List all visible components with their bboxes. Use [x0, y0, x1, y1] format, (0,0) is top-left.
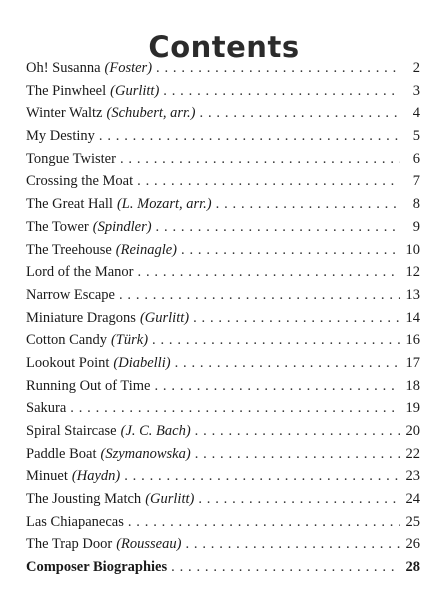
toc-entry-composer: (Haydn): [71, 468, 121, 485]
toc-entry[interactable]: [26, 511, 420, 534]
dot-leader: [124, 465, 400, 488]
toc-entry-page-number: 6: [412, 150, 420, 167]
toc-entry-composer: (Türk): [110, 332, 149, 349]
toc-entry-title: The Trap Door: [26, 536, 113, 553]
dot-leader: [152, 329, 400, 352]
toc-entry[interactable]: [26, 443, 420, 466]
toc-entry-page-number: 4: [412, 105, 420, 122]
toc-entry[interactable]: [26, 80, 420, 103]
toc-entry-page-number: 9: [412, 218, 420, 235]
dot-leader: [99, 125, 400, 148]
toc-entry-page-number: 5: [412, 128, 420, 145]
toc-entry[interactable]: [26, 556, 420, 579]
toc-entry-title: Cotton Candy: [26, 332, 107, 349]
toc-entry[interactable]: [26, 397, 420, 420]
toc-entry-page-number: 19: [405, 400, 420, 417]
dot-leader: [175, 352, 400, 375]
dot-leader: [156, 57, 400, 80]
toc-entry-title: Lord of the Manor: [26, 264, 134, 281]
toc-entry-composer: (L. Mozart, arr.): [116, 196, 212, 213]
toc-entry[interactable]: [26, 533, 420, 556]
toc-entry[interactable]: [26, 102, 420, 125]
toc-entry-title: The Great Hall: [26, 196, 113, 213]
toc-entry-title: Paddle Boat: [26, 445, 97, 462]
toc-entry-page-number: 18: [405, 377, 420, 394]
dot-leader: [185, 533, 400, 556]
toc-entry[interactable]: [26, 284, 420, 307]
toc-entry-composer: (Reinagle): [115, 241, 177, 258]
toc-entry-composer: (Schubert, arr.): [106, 105, 196, 122]
toc-entry-composer: (Gurlitt): [110, 82, 160, 99]
dot-leader: [200, 102, 400, 125]
toc-entry-composer: (Gurlitt): [139, 309, 190, 326]
toc-entry-title: Las Chiapanecas: [26, 513, 124, 530]
toc-entry-title: Miniature Dragons: [26, 309, 136, 326]
dot-leader: [138, 261, 400, 284]
toc-entry[interactable]: [26, 329, 420, 352]
toc-entry-page-number: 14: [405, 309, 420, 326]
toc-entry[interactable]: [26, 261, 420, 284]
toc-entry-title: Winter Waltz: [26, 105, 103, 122]
toc-entry-page-number: 22: [405, 445, 420, 462]
toc-entry-title: The Pinwheel: [26, 82, 107, 99]
toc-entry[interactable]: [26, 239, 420, 262]
toc-entry-page-number: 26: [405, 536, 420, 553]
toc-entry-title: Composer Biographies: [26, 559, 168, 576]
toc-entry[interactable]: [26, 193, 420, 216]
dot-leader: [198, 488, 400, 511]
dot-leader: [154, 375, 400, 398]
dot-leader: [193, 307, 400, 330]
dot-leader: [119, 284, 400, 307]
toc-entry-title: Lookout Point: [26, 354, 110, 371]
dot-leader: [195, 443, 400, 466]
toc-entry-title: Sakura: [26, 400, 67, 417]
toc-entry-page-number: 20: [405, 423, 420, 439]
toc-entry-composer: (Rousseau): [116, 536, 182, 553]
toc-entry-page-number: 25: [405, 513, 420, 530]
toc-entry[interactable]: [26, 488, 420, 511]
toc-entry[interactable]: [26, 420, 420, 443]
toc-entry-composer: (Gurlitt): [145, 491, 195, 508]
toc-entry-title: Spiral Staircase: [26, 423, 117, 439]
toc-entry[interactable]: [26, 465, 420, 488]
toc-entry-title: Running Out of Time: [26, 377, 151, 394]
toc-entry-page-number: 12: [405, 264, 420, 281]
toc-entry-page-number: 17: [405, 354, 420, 371]
toc-entry-page-number: 16: [405, 332, 420, 349]
toc-entry-title: Crossing the Moat: [26, 173, 134, 190]
toc-entry-page-number: 10: [405, 241, 420, 258]
toc-entry-title: The Treehouse: [26, 241, 112, 258]
dot-leader: [120, 148, 400, 171]
toc-entry-title: The Tower: [26, 218, 89, 235]
toc-entry-title: My Destiny: [26, 128, 95, 145]
toc-entry-composer: (Szymanowska): [100, 445, 191, 462]
toc-entry-title: Tongue Twister: [26, 150, 116, 167]
toc-entry-page-number: 2: [412, 60, 420, 76]
dot-leader: [156, 216, 400, 239]
toc-entry[interactable]: [26, 170, 420, 193]
toc-entry-page-number: 24: [405, 491, 420, 508]
toc-entry-composer: (Foster): [104, 60, 153, 76]
dot-leader: [195, 420, 400, 443]
toc-entry-page-number: 7: [412, 173, 420, 190]
dot-leader: [181, 239, 400, 262]
toc-entry-title: Minuet: [26, 468, 68, 485]
dot-leader: [163, 80, 400, 103]
dot-leader: [216, 193, 400, 216]
dot-leader: [128, 511, 400, 534]
toc-entry[interactable]: [26, 216, 420, 239]
toc-entry-composer: (J. C. Bach): [120, 423, 191, 439]
toc-entry-title: The Jousting Match: [26, 491, 142, 508]
dot-leader: [70, 397, 400, 420]
toc-entry[interactable]: [26, 352, 420, 375]
toc-entry-title: Narrow Escape: [26, 286, 115, 303]
toc-entry-composer: (Diabelli): [113, 354, 171, 371]
toc-entry[interactable]: [26, 307, 420, 330]
toc-entry[interactable]: [26, 57, 420, 80]
toc-entry-composer: (Spindler): [92, 218, 152, 235]
toc-entry-page-number: 8: [412, 196, 420, 213]
toc-entry-page-number: 13: [405, 286, 420, 303]
toc-entry-title: Oh! Susanna: [26, 60, 101, 76]
toc-entry[interactable]: [26, 375, 420, 398]
toc-entry-page-number: 23: [405, 468, 420, 485]
dot-leader: [137, 170, 400, 193]
contents-list: [26, 57, 420, 579]
page-title: Contents: [148, 30, 300, 65]
toc-entry[interactable]: [26, 125, 420, 148]
toc-entry[interactable]: [26, 148, 420, 171]
toc-entry-page-number: 3: [412, 82, 420, 99]
dot-leader: [171, 556, 400, 579]
toc-entry-page-number: 28: [405, 559, 420, 576]
